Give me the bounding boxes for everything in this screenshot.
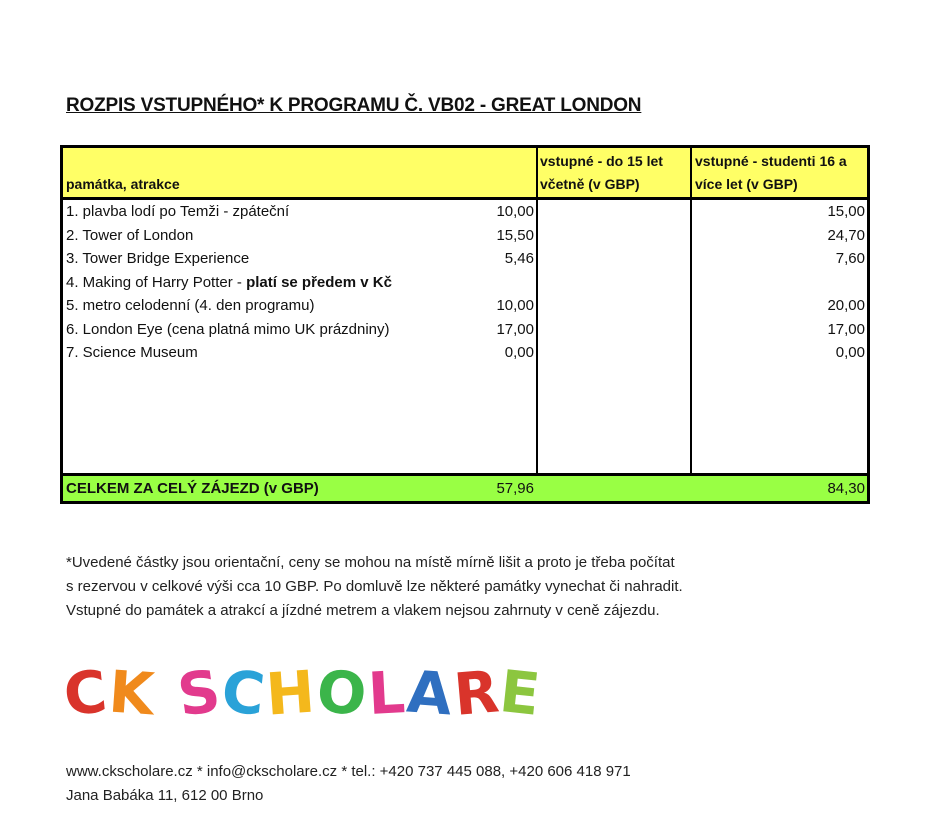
total-students: 84,30 (827, 480, 865, 497)
header-students-16-line1: vstupné - studenti 16 a (695, 153, 847, 169)
row-price-students: 15,00 (827, 203, 865, 220)
row-price-under-15: 0,00 (504, 344, 534, 361)
row-price-under-15: 10,00 (496, 297, 534, 314)
header-under-15 (540, 150, 663, 196)
logo-letter: H (263, 657, 319, 729)
header-students-16-line2: více let (v GBP) (695, 176, 798, 192)
row-price-students: 17,00 (827, 320, 865, 338)
footnote-line: s rezervou v celkové výši cca 10 GBP. Po domluvě lze některé památky vynechat či nahradit. (66, 578, 683, 595)
document-title: ROZPIS VSTUPNÉHO* K PROGRAMU Č. VB02 - GREAT LONDON (66, 95, 642, 116)
footnote-line: *Uvedené částky jsou orientační, ceny se mohou na místě mírně lišit a proto je třeba počítat (66, 554, 675, 571)
total-label: CELKEM ZA CELÝ ZÁJEZD (v GBP) (66, 480, 319, 497)
row-price-under-15: 15,50 (496, 226, 534, 244)
ck-scholare-logo (60, 656, 546, 730)
row-attraction: 5. metro celodenní (4. den programu) (66, 297, 315, 314)
row-price-students: 20,00 (827, 297, 865, 314)
address-line: Jana Babáka 11, 612 00 Brno (66, 787, 264, 804)
table-row (63, 318, 867, 342)
row-attraction-name: 4. Making of Harry Potter - (66, 273, 247, 291)
logo-letter: C (60, 656, 113, 730)
footnote-line: Vstupné do památek a atrakcí a jízdné metrem a vlakem nejsou zahrnuty v ceně zájezdu. (66, 602, 660, 619)
row-price-students: 7,60 (835, 250, 865, 267)
logo-letter: O (313, 656, 371, 730)
table-row (63, 247, 867, 271)
table-row (63, 200, 867, 224)
row-price-students: 24,70 (827, 226, 865, 244)
row-price-under-15: 10,00 (496, 203, 534, 220)
row-attraction: 2. Tower of London (66, 226, 194, 244)
row-attraction (66, 271, 392, 295)
row-attraction-note: platí se předem v Kč (246, 273, 392, 291)
logo-letter: A (404, 657, 457, 729)
row-attraction: 6. London Eye (cena platná mimo UK prázdniny) (66, 320, 390, 338)
logo-letter: L (366, 658, 409, 728)
contact-line: www.ckscholare.cz * info@ckscholare.cz * tel.: +420 737 445 088, +420 606 418 971 (66, 763, 631, 780)
header-under-15-line1: vstupné - do 15 let (540, 153, 663, 169)
pricing-table (60, 145, 870, 504)
logo-letter: E (497, 657, 546, 729)
row-attraction: 7. Science Museum (66, 344, 198, 361)
table-body (63, 200, 867, 365)
logo-letter: K (106, 657, 158, 729)
table-row (63, 341, 867, 365)
row-attraction: 3. Tower Bridge Experience (66, 250, 250, 267)
row-price-students: 0,00 (835, 344, 865, 361)
row-price-under-15: 17,00 (496, 320, 534, 338)
table-total-row (63, 473, 867, 501)
table-row (63, 271, 867, 295)
row-attraction: 1. plavba lodí po Temži - zpáteční (66, 203, 290, 220)
logo-letter: S (173, 656, 227, 730)
table-row (63, 294, 867, 318)
logo-letter: R (450, 657, 504, 729)
header-under-15-line2: včetně (v GBP) (540, 176, 640, 192)
table-row (63, 224, 867, 248)
contact-footer (66, 760, 631, 808)
table-header (63, 148, 867, 200)
row-price-under-15: 5,46 (504, 250, 534, 267)
header-attraction: památka, atrakce (66, 176, 180, 192)
logo-letter: C (218, 656, 270, 730)
header-students-16 (695, 150, 847, 196)
footnote (66, 551, 683, 623)
total-under-15: 57,96 (496, 480, 534, 497)
